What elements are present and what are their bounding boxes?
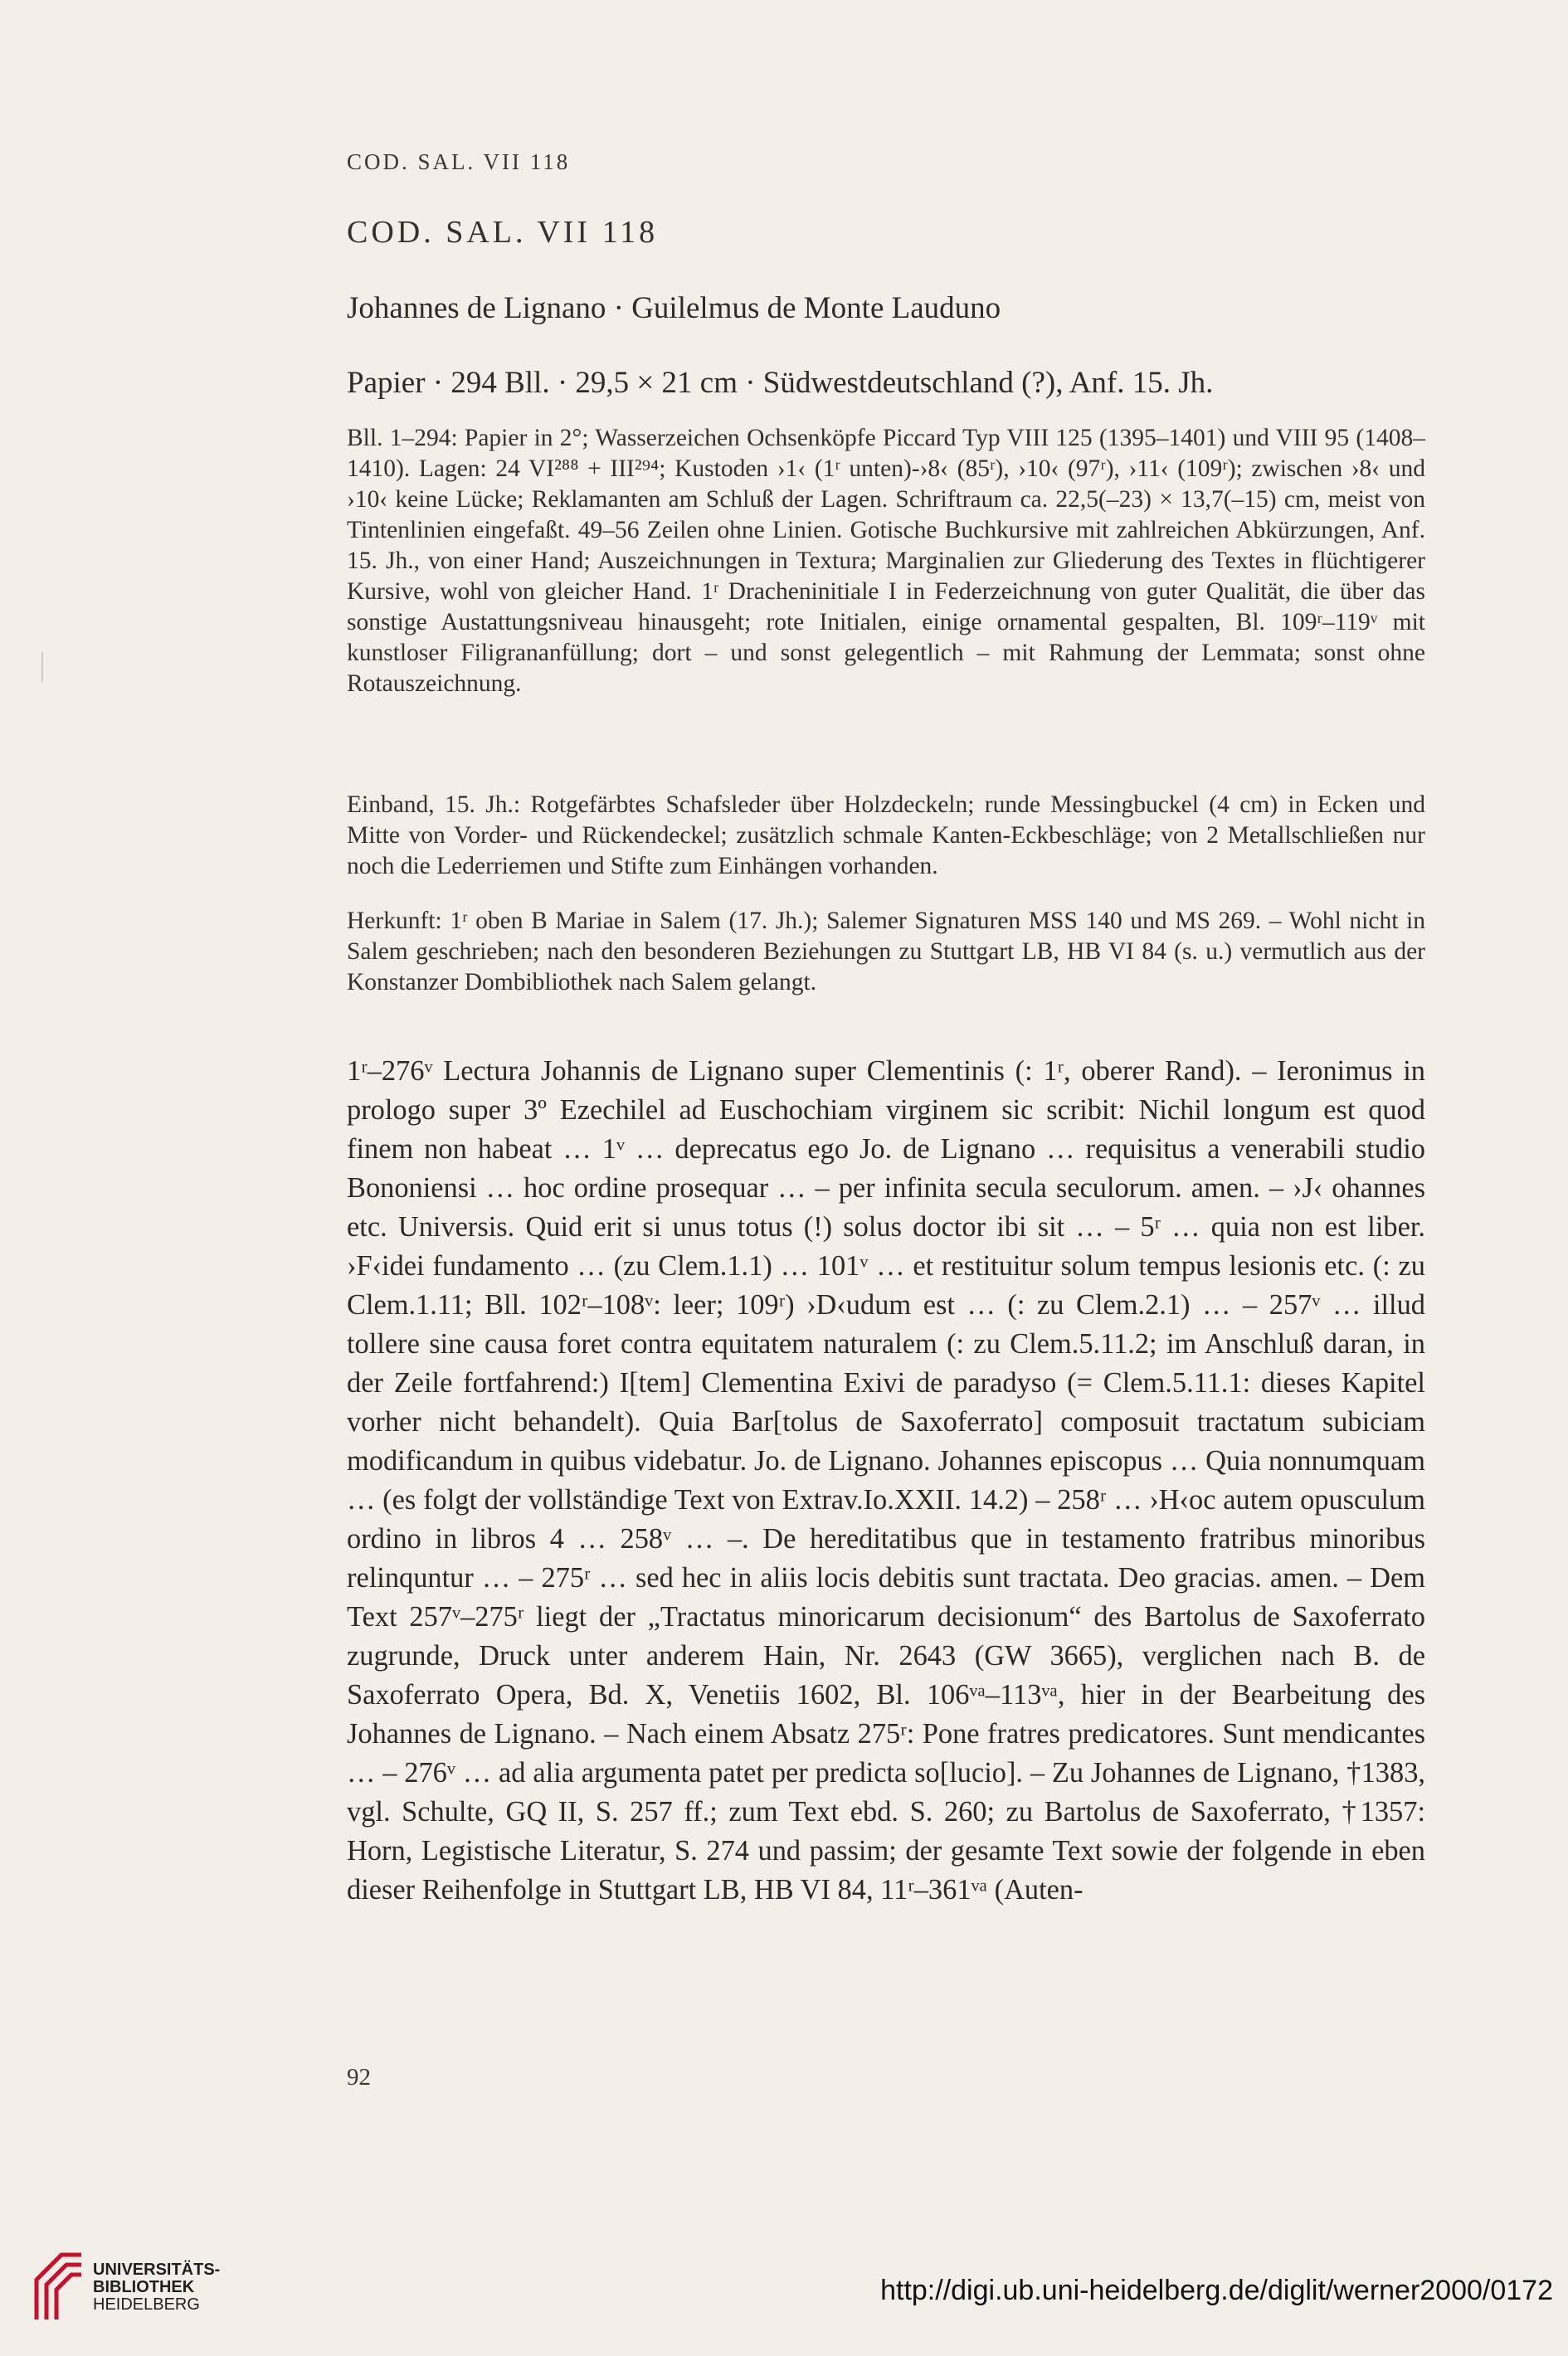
page-number: 92 [347, 2064, 371, 2091]
digital-copy-url[interactable]: http://digi.ub.uni-heidelberg.de/diglit/werner2000/0172 [880, 2275, 1553, 2306]
contents-section [347, 1052, 1425, 1910]
shelfmark-heading: COD. SAL. VII 118 [347, 215, 659, 250]
provenance-paragraph [347, 906, 1425, 998]
library-name [93, 2261, 220, 2314]
library-logo-icon [30, 2246, 86, 2323]
binding-text: Einband, 15. Jh.: Rotgefärbtes Schafsleder über Holzdeckeln; runde Messingbuckel (4 cm) in Ecken und Mitte von Vorder- und Rückendeckel; zusätzlich schmale Kanten-Eckbeschläge; von 2 Metallschließen nur noch die Lederriemen und Stifte zum Einhängen vorhanden. [347, 791, 1425, 879]
scan-mark [41, 652, 43, 682]
authors-line: Johannes de Lignano · Guilelmus de Monte Lauduno [347, 291, 1001, 325]
provenance-text: Herkunft: 1ʳ oben B Mariae in Salem (17. Jh.); Salemer Signaturen MSS 140 und MS 269. – Wohl nicht in Salem geschrieben; nach den besonderen Beziehungen zu Stuttgart LB, HB VI 84 (s. u.) vermutlich aus der Konstanzer Dombibliothek nach Salem gelangt. [347, 908, 1425, 995]
library-name-line1: UNIVERSITÄTS- [93, 2261, 221, 2279]
physical-description-line: Papier · 294 Bll. · 29,5 × 21 cm · Südwestdeutschland (?), Anf. 15. Jh. [347, 366, 1214, 400]
library-name-line3: HEIDELBERG [93, 2295, 200, 2314]
codicology-text: Bll. 1–294: Papier in 2°; Wasserzeichen Ochsenköpfe Piccard Typ VIII 125 (1395–1401) und VIII 95 (1408–1410). Lagen: 24 VI²⁸⁸ + III²⁹⁴; Kustoden ›1‹ (1ʳ unten)-›8‹ (85ʳ), ›10‹ (97ʳ), ›11‹ (109ʳ); zwischen ›8‹ und ›10‹ keine Lücke; Reklamanten am Schluß der Lagen. Schriftraum ca. 22,5(–23) × 13,7(–15) cm, meist von Tintenlinien eingefaßt. 49–56 Zeilen ohne Linien. Gotische Buchkursive mit zahlreichen Abkürzungen, Anf. 15. Jh., von einer Hand; Auszeichnungen in Textura; Marginalien zur Gliederung des Textes in flüchtigerer Kursive, wohl von gleicher Hand. 1ʳ Dracheninitiale I in Federzeichnung von guter Qualität, die über das sonstige Austattungsniveau hinausgeht; rote Initialen, einige ornamental gespalten, Bl. 109ʳ–119ᵛ mit kunstloser Filigrananfüllung; dort – und sonst gelegentlich – mit Rahmung der Lemmata; sonst ohne Rotauszeichnung. [347, 425, 1425, 697]
running-head: COD. SAL. VII 118 [347, 149, 571, 174]
codicology-paragraph [347, 423, 1425, 699]
library-name-line2: BIBLIOTHEK [93, 2278, 195, 2296]
binding-paragraph [347, 790, 1425, 882]
contents-text: 1ʳ–276ᵛ Lectura Johannis de Lignano super Clementinis (: 1ʳ, oberer Rand). – Ieronimus in prologo super 3º Ezechilel ad Euschochiam virginem sic scribit: Nichil longum est quod finem non habeat … 1ᵛ … deprecatus ego Jo. de Lignano … requisitus a venerabili studio Bononiensi … hoc ordine prosequar … – per infinita secula seculorum. amen. – ›J‹ ohannes etc. Universis. Quid erit si unus totus (!) solus doctor ibi sit … – 5ʳ … quia non est liber. ›F‹idei fundamento … (zu Clem.1.1) … 101ᵛ … et restituitur solum tempus lesionis etc. (: zu Clem.1.11; Bll. 102ʳ–108ᵛ: leer; 109ʳ) ›D‹udum est … (: zu Clem.2.1) … – 257ᵛ … illud tollere sine causa foret contra equitatem naturalem (: zu Clem.5.11.2; im Anschluß daran, in der Zeile fortfahrend:) I[tem] Clementina Exivi de paradyso (= Clem.5.11.1: dieses Kapitel vorher nicht behandelt). Quia Bar[tolus de Saxoferrato] composuit tractatum subiciam modificandum in quibus videbatur. Jo. de Lignano. Johannes episcopus … Quia nonnumquam … (es folgt der vollständige Text von Extrav.Io.XXII. 14.2) – 258ʳ … ›H‹oc autem opusculum ordino in libros 4 … 258ᵛ … –. De hereditatibus que in testamento fratribus minoribus relinquntur … – 275ʳ … sed hec in aliis locis debitis sunt tractata. Deo gracias. amen. – Dem Text 257ᵛ–275ʳ liegt der „Tractatus minoricarum decisionum“ des Bartolus de Saxoferrato zugrunde, Druck unter anderem Hain, Nr. 2643 (GW 3665), verglichen nach B. de Saxoferrato Opera, Bd. X, Venetiis 1602, Bl. 106ᵛᵃ–113ᵛᵃ, hier in der Bearbeitung des Johannes de Lignano. – Nach einem Absatz 275ʳ: Pone fratres predicatores. Sunt mendicantes … – 276ᵛ … ad alia argumenta patet per predicta so[lucio]. – Zu Johannes de Lignano, †1383, vgl. Schulte, GQ II, S. 257 ff.; zum Text ebd. S. 260; zu Bartolus de Saxoferrato, †1357: Horn, Legistische Literatur, S. 274 und passim; der gesamte Text sowie der folgende in eben dieser Reihenfolge in Stuttgart LB, HB VI 84, 11ʳ–361ᵛᵃ (Auten- [347, 1055, 1425, 1906]
